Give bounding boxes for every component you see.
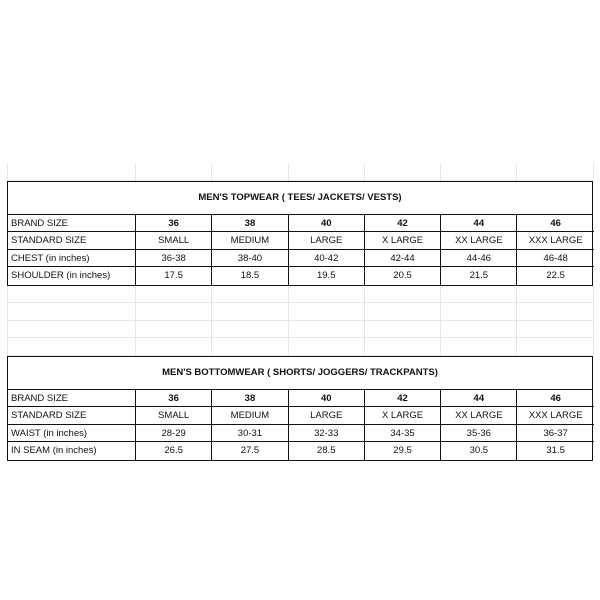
table-cell: 46-48 [517,250,593,268]
empty-grid-middle [7,286,593,356]
row-label: CHEST (in inches) [8,250,136,268]
row-label: STANDARD SIZE [8,407,136,425]
brand-size-cell: 42 [365,215,441,233]
bottomwear-title: MEN'S BOTTOMWEAR ( SHORTS/ JOGGERS/ TRACKPANTS) [8,357,592,390]
table-cell: 38-40 [212,250,288,268]
table-row [8,442,592,460]
table-cell: 35-36 [441,425,517,443]
table-cell: LARGE [289,407,365,425]
topwear-rows [8,215,592,285]
table-cell: 17.5 [136,267,212,285]
brand-size-cell: 44 [441,390,517,408]
table-cell: 19.5 [289,267,365,285]
row-label: WAIST (in inches) [8,425,136,443]
table-cell: SMALL [136,407,212,425]
table-cell: SMALL [136,232,212,250]
table-cell: XXX LARGE [517,232,593,250]
table-cell: 31.5 [546,445,565,456]
table-row [8,250,592,268]
table-cell: 20.5 [365,267,441,285]
brand-size-cell: 38 [212,390,288,408]
row-label: BRAND SIZE [8,215,136,233]
table-cell: 42-44 [365,250,441,268]
table-cell: 27.5 [212,442,288,460]
table-cell: 28-29 [136,425,212,443]
table-cell: X LARGE [365,232,441,250]
table-row [8,232,592,250]
topwear-title: MEN'S TOPWEAR ( TEES/ JACKETS/ VESTS) [8,182,592,215]
table-cell: X LARGE [365,407,441,425]
brand-size-cell: 44 [441,215,517,233]
topwear-size-table [7,181,593,286]
table-cell: XXX LARGE [517,407,593,425]
table-row [8,407,592,425]
table-cell: 44-46 [441,250,517,268]
brand-size-cell: 40 [289,390,365,408]
brand-size-cell: 36 [136,390,212,408]
table-cell: 32-33 [289,425,365,443]
bottomwear-rows [8,390,592,460]
table-row [8,215,592,233]
table-cell: 26.5 [136,442,212,460]
table-row [8,267,592,285]
brand-size-cell: 36 [136,215,212,233]
table-cell: MEDIUM [212,232,288,250]
table-cell: XX LARGE [441,407,517,425]
table-cell: MEDIUM [212,407,288,425]
brand-size-cell: 38 [212,215,288,233]
table-cell: 28.5 [289,442,365,460]
table-cell: 40-42 [289,250,365,268]
table-cell: 22.5 [546,270,565,281]
brand-size-cell: 46 [517,215,593,233]
row-label: SHOULDER (in inches) [8,267,136,285]
table-cell: 36-37 [517,425,593,443]
table-cell: LARGE [289,232,365,250]
brand-size-cell: 46 [517,390,593,408]
table-cell: 30-31 [212,425,288,443]
table-cell: 34-35 [365,425,441,443]
bottomwear-size-table [7,356,593,461]
table-cell: XX LARGE [441,232,517,250]
empty-grid-top [7,163,593,181]
brand-size-cell: 42 [365,390,441,408]
row-label: BRAND SIZE [8,390,136,408]
table-row [8,425,592,443]
table-cell: 36-38 [136,250,212,268]
table-cell: 29.5 [365,442,441,460]
row-label: IN SEAM (in inches) [8,442,136,460]
table-cell: 30.5 [441,442,517,460]
table-cell: 18.5 [212,267,288,285]
table-cell: 21.5 [441,267,517,285]
size-chart-sheet [7,163,593,461]
brand-size-cell: 40 [289,215,365,233]
table-row [8,390,592,408]
row-label: STANDARD SIZE [8,232,136,250]
